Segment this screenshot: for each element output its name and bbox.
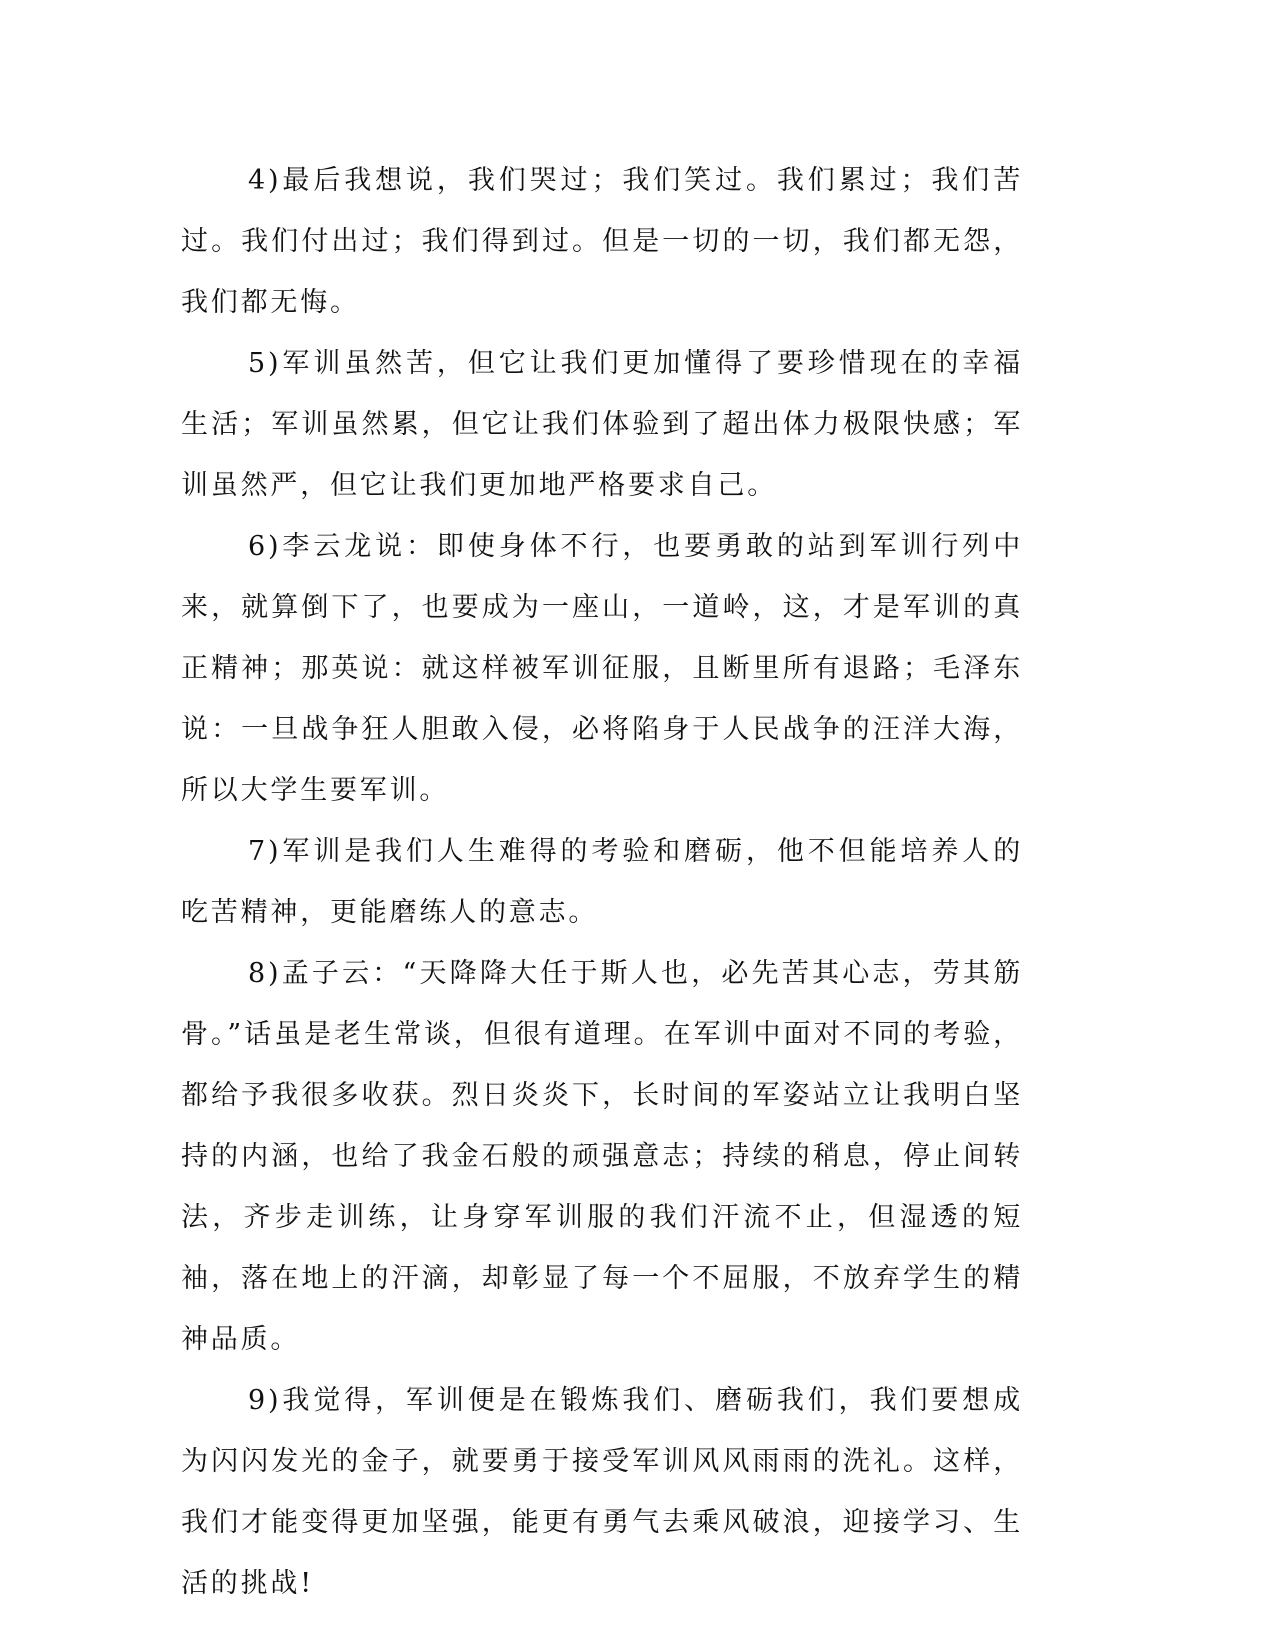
paragraph-9: 9)我觉得，军训便是在锻炼我们、磨砺我们，我们要想成为闪闪发光的金子，就要勇于接受军训风风雨雨的洗礼。这样，我们才能变得更加坚强，能更有勇气去乘风破浪，迎接学习、生活的挑战!	[181, 1385, 1023, 1599]
document-page	[181, 150, 1023, 1614]
paragraph-5: 5)军训虽然苦，但它让我们更加懂得了要珍惜现在的幸福生活；军训虽然累，但它让我们体验到了超出体力极限快感；军训虽然严，但它让我们更加地严格要求自己。	[181, 348, 1023, 501]
paragraph-4: 4)最后我想说，我们哭过；我们笑过。我们累过；我们苦过。我们付出过；我们得到过。但是一切的一切，我们都无怨，我们都无悔。	[181, 165, 1023, 318]
paragraph-7: 7)军训是我们人生难得的考验和磨砺，他不但能培养人的吃苦精神，更能磨练人的意志。	[181, 836, 1023, 928]
paragraph-6: 6)李云龙说：即使身体不行，也要勇敢的站到军训行列中来，就算倒下了，也要成为一座山，一道岭，这，才是军训的真正精神；那英说：就这样被军训征服，且断里所有退路；毛泽东说：一旦战争狂人胆敢入侵，必将陷身于人民战争的汪洋大海，所以大学生要军训。	[181, 531, 1023, 806]
paragraph-8: 8)孟子云：“天降降大任于斯人也，必先苦其心志，劳其筋骨。”话虽是老生常谈，但很有道理。在军训中面对不同的考验，都给予我很多收获。烈日炎炎下，长时间的军姿站立让我明白坚持的内涵，也给了我金石般的顽强意志；持续的稍息，停止间转法，齐步走训练，让身穿军训服的我们汗流不止，但湿透的短袖，落在地上的汗滴，却彰显了每一个不屈服，不放弃学生的精神品质。	[181, 958, 1023, 1355]
